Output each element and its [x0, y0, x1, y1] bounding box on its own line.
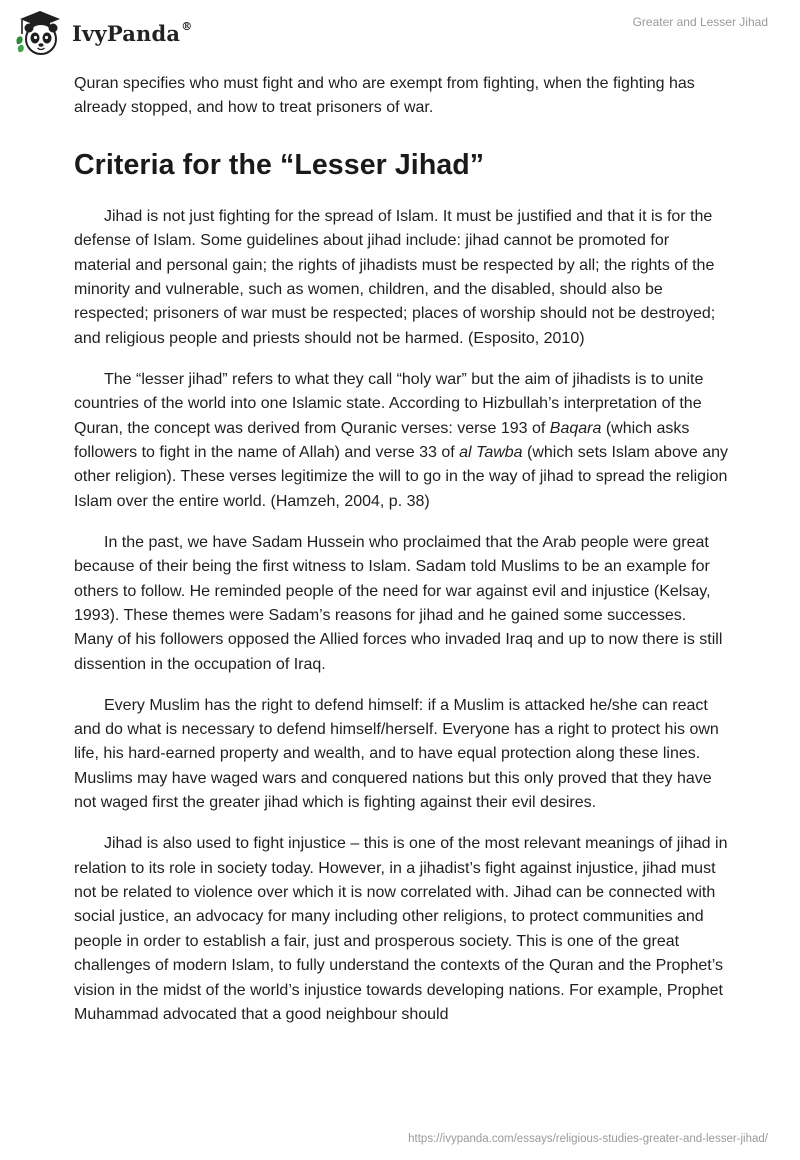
paragraph-injustice: Jihad is also used to fight injustice – this is one of the most relevant meanings of jihad in relation to its role in society today. However, in a jihadist’s fight against injustice, jihad must not be related to violence over which it is now correlated with. Jihad can be connected with social justice, an advocacy for many including other religions, to protect communities and people in order to establish a fair, just and prosperous society. This is one of the great challenges of modern Islam, to fully understand the contexts of the Quran and the Prophet’s vision in the midst of the world’s injustice towards developing nations. For example, Prophet Muhammad advocated that a good neighbour should [74, 835, 728, 1023]
paragraph-guidelines: Jihad is not just fighting for the spread of Islam. It must be justified and that it is for the defense of Islam. Some guidelines about jihad include: jihad cannot be promoted for material and personal gain; the rights of jihadists must be respected by all; the rights of the minority and vulnerable, such as women, children, and the disabled, should also be respected; prisoners of war must be respected; places of worship should not be destroyed; and religious people and priests should not be harmed. (Esposito, 2010) [74, 207, 716, 347]
term-baqara: Baqara [549, 419, 602, 437]
registered-mark: ® [181, 19, 193, 33]
intro-paragraph: Quran specifies who must fight and who are exempt from fighting, when the fighting has already stopped, and how to treat prisoners of war. [74, 75, 695, 117]
logo-wordmark: IvyPanda® [72, 19, 193, 46]
section-heading: Criteria for the “Lesser Jihad” [74, 148, 485, 181]
paragraph-sadam: In the past, we have Sadam Hussein who proclaimed that the Arab people were great because of their being the first witness to Islam. Sadam told Muslims to be an example for others to follow. He reminded people of the need for war against evil and injustice (Kelsay, 1993). These themes were Sadam’s reasons for jihad and he gained some successes. Many of his followers opposed the Allied forces who invaded Iraq and up to now there is still dissention in the occupation of Iraq. [74, 533, 723, 673]
term-al-tawba: al Tawba [459, 443, 523, 461]
panda-graduate-icon [14, 8, 66, 58]
page-header [0, 0, 800, 68]
essay-body [74, 72, 728, 1027]
source-url-link[interactable]: https://ivypanda.com/essays/religious-studies-greater-and-lesser-jihad/ [408, 1133, 768, 1145]
document-title: Greater and Lesser Jihad [632, 15, 768, 29]
ivypanda-logo[interactable] [14, 8, 192, 58]
paragraph-self-defense: Every Muslim has the right to defend himself: if a Muslim is attacked he/she can react and do what is necessary to defend himself/herself. Everyone has a right to protect his own life, his hard-earned property and wealth, and to have equal protection along these lines. Muslims may have waged wars and conquered nations but this only proved that they have not waged first the greater jihad which is fighting against their evil desires. [74, 696, 719, 812]
paragraph-lesser-jihad: The “lesser jihad” refers to what they call “holy war” but the aim of jihadists is to unite countries of the world into one Islamic state. According to Hizbullah’s interpretation of the Quran, the concept was derived from Quranic verses: verse 193 of Baqara (which asks followers to fight in the name of Allah) and verse 33 of al Tawba (which sets Islam above any other religion). These verses legitimize the will to go in the way of jihad to spread the religion Islam over the entire world. (Hamzeh, 2004, p. 38) [74, 370, 728, 510]
